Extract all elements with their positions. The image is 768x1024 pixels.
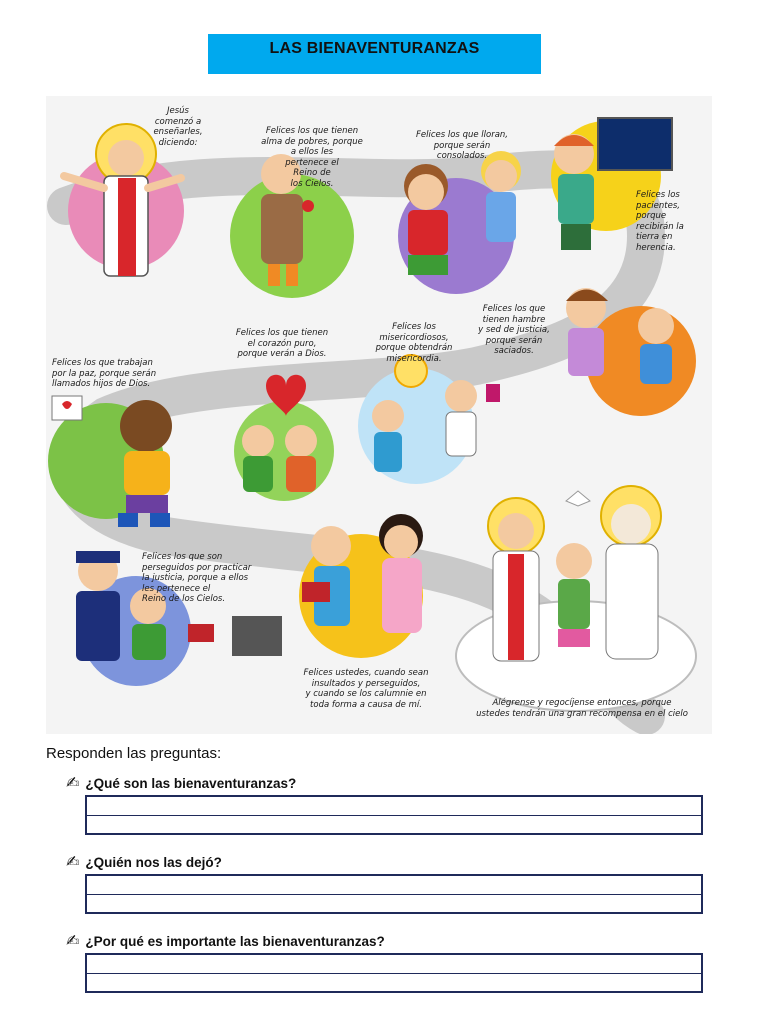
- caption-patient: Felices los pacientes, porque recibirán la tierra en herencia.: [636, 190, 684, 253]
- answer-box-3-divider: [87, 973, 701, 974]
- illustration-artwork: [46, 96, 712, 734]
- writing-hand-icon: ✍: [66, 933, 80, 950]
- caption-peacemakers: Felices los que trabajan por la paz, porque serán llamados hijos de Dios.: [52, 358, 157, 389]
- writing-hand-icon: ✍: [66, 854, 80, 871]
- caption-rejoice: Alégrense y regocíjense entonces, porque ustedes tendrán una gran recompensa en el cielo: [476, 698, 688, 719]
- question-2-text: ¿Quién nos las dejó?: [85, 854, 222, 870]
- question-3-text: ¿Por qué es importante las bienaventuranzas?: [85, 933, 385, 949]
- answer-box-2-divider: [87, 894, 701, 895]
- caption-persecuted: Felices los que son perseguidos por practicar la justicia, porque a ellos les pertenece el Reino de los Cielos.: [142, 552, 252, 604]
- answer-box-3[interactable]: [85, 953, 703, 993]
- instructions-text: Responden las preguntas:: [46, 745, 222, 762]
- question-3: [66, 931, 385, 951]
- caption-jesus: Jesús comenzó a enseñarles, diciendo:: [153, 106, 203, 148]
- caption-mourn: Felices los que lloran, porque serán consolados.: [416, 130, 508, 161]
- question-1-text: ¿Qué son las bienaventuranzas?: [85, 775, 297, 791]
- caption-pure-heart: Felices los que tienen el corazón puro, porque verán a Dios.: [235, 328, 329, 359]
- question-2: [66, 852, 222, 872]
- beatitudes-illustration: [46, 96, 712, 734]
- caption-merciful: Felices los misericordiosos, porque obtendrán misericordia.: [375, 322, 453, 364]
- answer-box-2[interactable]: [85, 874, 703, 914]
- caption-insulted: Felices ustedes, cuando sean insultados y perseguidos, y cuando se los calumnie en toda forma a causa de mí.: [303, 668, 429, 710]
- question-1: [66, 773, 296, 793]
- answer-box-1-divider: [87, 815, 701, 816]
- caption-hunger-justice: Felices los que tienen hambre y sed de justicia, porque serán saciados.: [478, 304, 550, 356]
- answer-box-1[interactable]: [85, 795, 703, 835]
- caption-poor-in-spirit: Felices los que tienen alma de pobres, porque a ellos les pertenece el Reino de los Cielos.: [261, 126, 363, 189]
- page-title: LAS BIENAVENTURANZAS: [208, 34, 541, 74]
- writing-hand-icon: ✍: [66, 775, 80, 792]
